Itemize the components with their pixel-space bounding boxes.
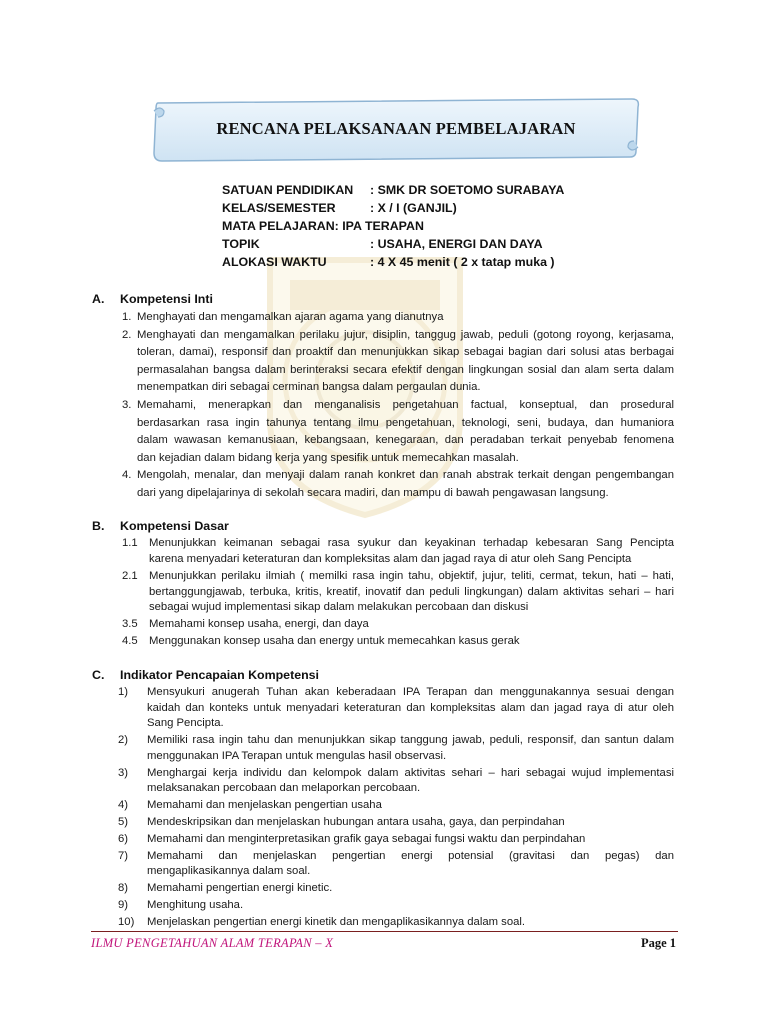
- item-text-line: Menghayati dan mengamalkan ajaran agama yang dianutnya: [137, 311, 444, 323]
- item-text-line: menempatkan diri sebagai cerminan bangsa dalam pergaulan dunia.: [137, 381, 481, 394]
- item-number: 2.: [122, 328, 132, 341]
- identity-value: : 4 X 45 menit ( 2 x tatap muka ): [370, 255, 555, 269]
- section-title: Kompetensi Inti: [120, 292, 213, 306]
- item-text-line: Sang Pencipta.: [147, 717, 224, 730]
- item-text-line: menggunakan IPA Terapan untuk mengulas hasil observasi.: [147, 749, 447, 762]
- identity-value: : SMK DR SOETOMO SURABAYA: [370, 183, 565, 197]
- identity-value: : X / I (GANJIL): [370, 201, 457, 215]
- item-number: 4.: [122, 469, 132, 482]
- section-title: Kompetensi Dasar: [120, 519, 229, 533]
- item-number: 6): [118, 832, 129, 845]
- identity-label: TOPIK: [222, 237, 260, 251]
- item-number: 1): [118, 686, 129, 698]
- footer-rule: [91, 931, 678, 932]
- item-text-line: mengaplikasikannya dalam soal.: [147, 865, 311, 878]
- item-text-line: permasalahan bangsa dalam berinteraksi secara efektif dengan lingkungan sosial dan alam serta dalam: [137, 363, 674, 376]
- item-number: 4.5: [122, 635, 138, 648]
- item-number: 5): [118, 816, 129, 828]
- item-text-line: Memahami, menerapkan dan menganalisis pengetahuan factual, konseptual, dan prosedural: [137, 399, 674, 411]
- item-text-line: Menghitung usaha.: [147, 899, 244, 912]
- item-number: 8): [118, 882, 129, 895]
- section-letter: C.: [92, 668, 105, 682]
- item-text-line: dan kejadian dalam bidang kerja yang spesifik untuk memecahkan masalah.: [137, 451, 519, 464]
- item-text-line: Memahami dan menginterpretasikan grafik gaya sebagai fungsi waktu dan perpindahan: [147, 832, 586, 845]
- item-number: 9): [118, 899, 129, 912]
- item-text-line: sebagai wujud implementasi sikap dalam melakukan percobaan dan diskusi: [149, 601, 529, 614]
- item-text-line: toleran, damai), responsif dan proaktif dan menunjukkan sikap sebagai bagian dari solusi atas berbagai: [137, 346, 674, 359]
- item-text-line: dari yang dipelajarinya di sekolah secara madiri, dan mampu di bawah pengawasan langsung.: [137, 486, 609, 499]
- section-title: Indikator Pencapaian Kompetensi: [120, 668, 319, 682]
- item-text-line: Menghayati dan mengamalkan perilaku jujur, disiplin, tanggug jawab, peduli (gotong royong, kerjasama,: [137, 328, 674, 341]
- item-text-line: Menggunakan konsep usaha dan energy untuk memecahkan kasus gerak: [149, 635, 520, 648]
- item-text-line: Memahami dan menjelaskan pengertian usaha: [147, 799, 382, 812]
- item-text-line: Menghargai kerja individu dan kelompok dalam aktivitas sehari – hari sebagai wujud implementasi: [147, 766, 674, 779]
- item-text-line: kaidah dan konteks untuk menyadari keteraturan dan kompleksitas alam dan jagad raya di atur oleh: [147, 701, 674, 714]
- item-text-line: berdasarkan rasa ingin tahunya tentang ilmu pengetahuan, teknologi, seni, budaya, dan humaniora: [137, 416, 674, 429]
- document-title: RENCANA PELAKSANAAN PEMBELAJARAN: [216, 119, 576, 138]
- item-text-line: Menunjukkan perilaku ilmiah ( memilki rasa ingin tahu, objektif, jujur, teliti, cermat, tekun, hati – hati,: [149, 569, 674, 582]
- item-number: 1.: [122, 311, 132, 323]
- item-number: 2.1: [122, 569, 138, 582]
- title-banner: [152, 97, 640, 163]
- identity-label: ALOKASI WAKTU: [222, 255, 327, 269]
- footer-subject: ILMU PENGETAHUAN ALAM TERAPAN – X: [91, 936, 334, 950]
- item-text-line: Menunjukkan keimanan sebagai rasa syukur dan keyakinan terhadap kebesaran Sang Pencipta: [149, 537, 674, 549]
- item-number: 2): [118, 734, 129, 747]
- item-text-line: dalam wawasan kemanusiaan, kebangsaan, kenegaraan, dan peradaban terkait penyebab fenomena: [137, 434, 674, 447]
- item-text-line: Memahami konsep usaha, energi, dan daya: [149, 618, 369, 631]
- item-number: 4): [118, 799, 129, 812]
- identity-value: : USAHA, ENERGI DAN DAYA: [370, 237, 543, 251]
- section-letter: B.: [92, 519, 105, 533]
- item-number: 1.1: [122, 537, 138, 549]
- item-number: 3): [118, 766, 129, 779]
- identity-label: KELAS/SEMESTER: [222, 201, 336, 215]
- item-text-line: Mendeskripsikan dan menjelaskan hubungan antara usaha, gaya, dan perpindahan: [147, 816, 565, 828]
- item-text-line: bertanggungjawab, terbuka, kritis, kreatif, inovatif dan peduli lingkungan) dalam aktivitas sehari – hari: [149, 585, 674, 598]
- page-number: Page 1: [640, 936, 676, 950]
- item-text-line: karena menyadari keteraturan dan kompleksitas alam dan jagad raya di atur oleh Sang Pencipta: [149, 552, 632, 565]
- section-letter: A.: [92, 292, 105, 306]
- identity-label: SATUAN PENDIDIKAN: [222, 183, 354, 197]
- item-number: 7): [118, 849, 129, 862]
- item-text-line: Memahami dan menjelaskan pengertian energi potensial (gravitasi dan pegas) dan: [147, 849, 674, 862]
- identity-label: MATA PELAJARAN: IPA TERAPAN: [222, 219, 424, 233]
- item-text-line: melaksanakan percobaan dan melaporkan percobaan.: [147, 782, 421, 795]
- item-text-line: Memahami pengertian energi kinetic.: [147, 882, 333, 895]
- item-text-line: Mensyukuri anugerah Tuhan akan keberadaan IPA Terapan dan menggunakannya sesuai dengan: [147, 686, 674, 698]
- item-text-line: Mengolah, menalar, dan menyaji dalam ranah konkret dan ranah abstrak terkait dengan pengembangan: [137, 469, 674, 482]
- item-text-line: Memiliki rasa ingin tahu dan menunjukkan sikap tanggung jawab, peduli, responsif, dan santun dalam: [147, 734, 674, 747]
- item-number: 3.5: [122, 618, 138, 631]
- item-number: 3.: [122, 399, 132, 411]
- item-text-line: Menjelaskan pengertian energi kinetik dan mengaplikasikannya dalam soal.: [147, 916, 526, 929]
- item-number: 10): [118, 916, 135, 929]
